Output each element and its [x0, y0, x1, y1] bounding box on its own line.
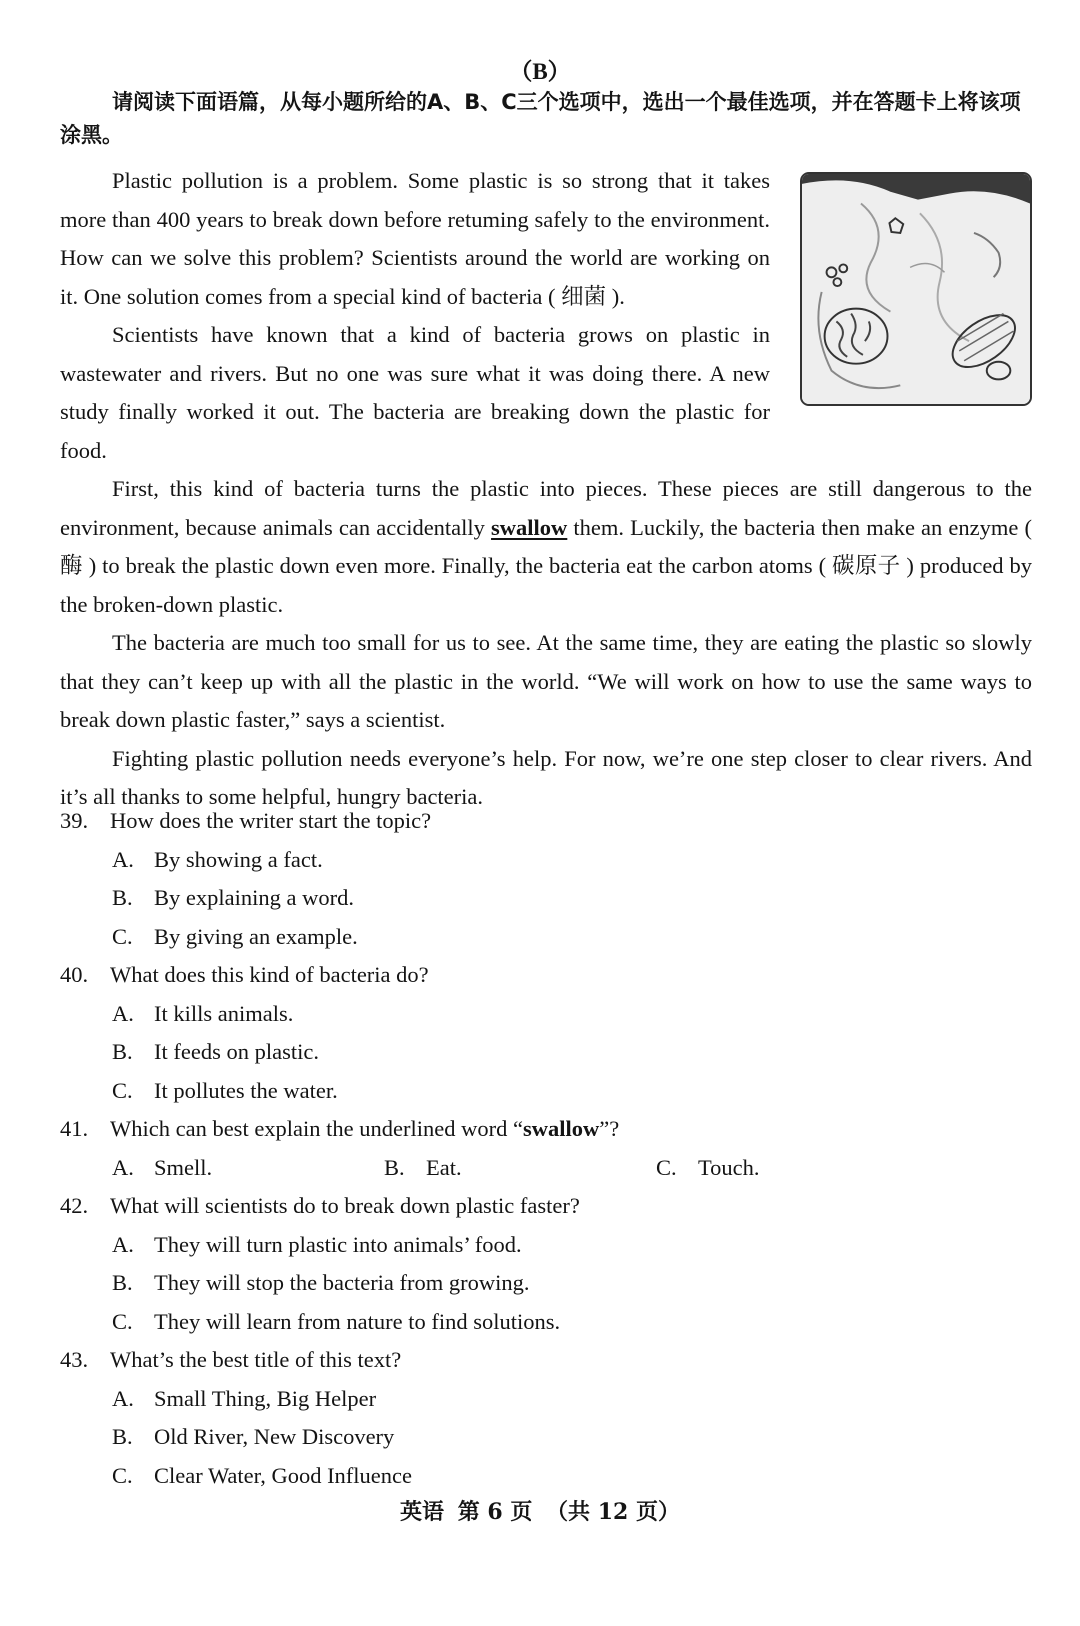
section-label: （B）	[509, 59, 571, 84]
question-text: How does the writer start the topic?	[110, 808, 432, 833]
question-text: What will scientists do to break down plastic faster?	[110, 1193, 580, 1218]
option-c: C. By giving an example.	[112, 923, 358, 949]
option-b: B. By explaining a word.	[112, 885, 354, 910]
question-43	[60, 1341, 1020, 1495]
footer-page: 第 6 页	[457, 1499, 533, 1525]
paragraph-3	[60, 470, 1032, 624]
footer-total: （共 12 页）	[546, 1499, 680, 1525]
option-b: B. They will stop the bacteria from growing.	[112, 1270, 530, 1295]
question-text: What does this kind of bacteria do?	[110, 962, 429, 987]
question-number: 40.	[60, 962, 89, 987]
option-c: C. Touch.	[656, 1154, 760, 1180]
instructions: 请阅读下面语篇，从每小题所给的A、B、C三个选项中，选出一个最佳选项，并在答题卡上将该项涂黑。	[60, 90, 1021, 147]
paragraph-5: Fighting plastic pollution needs everyone’s help. For now, we’re one step closer to clear rivers. And it’s all thanks to some helpful, hungry bacteria.	[60, 745, 1032, 809]
option-b: B. It feeds on plastic.	[112, 1039, 319, 1064]
question-text: Which can best explain the underlined word “swallow”?	[110, 1116, 620, 1141]
paragraph-3-start: First, this kind of bacteria turns the plastic into pieces. These pieces are still dangerous to the environment, because animals can accidentally	[60, 476, 1032, 540]
option-c: C. It pollutes the water.	[112, 1077, 338, 1103]
option-a: A. By showing a fact.	[112, 846, 323, 872]
question-40	[60, 956, 1020, 1110]
question-number: 42.	[60, 1193, 89, 1218]
quoted-word: swallow	[522, 1116, 600, 1141]
option-a: A. They will turn plastic into animals’ food.	[112, 1231, 522, 1257]
question-39	[60, 802, 1020, 956]
question-number: 43.	[60, 1347, 89, 1372]
question-41	[60, 1110, 1020, 1187]
option-b: B. Old River, New Discovery	[112, 1424, 395, 1449]
question-42	[60, 1187, 1020, 1341]
option-c: C. Clear Water, Good Influence	[112, 1462, 413, 1488]
option-b: B. Eat.	[384, 1154, 462, 1180]
paragraph-3-end: them. Luckily, the bacteria then make an enzyme ( 酶 ) to break the plastic down even more. Finally, the bacteria eat the carbon atoms ( 碳原子 ) produced by the broken-down plastic.	[60, 514, 1032, 617]
footer-subject: 英语	[400, 1499, 445, 1525]
paragraph-4: The bacteria are much too small for us to see. At the same time, they are eating the plastic so slowly that they can’t keep up with all the plastic in the world. “We will work on how to use the same ways to break down plastic faster,” says a scientist.	[60, 630, 1032, 732]
page-footer	[0, 1496, 1080, 1528]
underlined-word: swallow	[491, 514, 568, 540]
option-a: A. Smell.	[112, 1154, 213, 1180]
question-text: What’s the best title of this text?	[110, 1347, 402, 1372]
paragraph-2: Scientists have known that a kind of bacteria grows on plastic in wastewater and rivers. But no one was sure what it was doing there. A new study finally worked it out. The bacteria are breaking down the plastic for food.	[60, 322, 770, 463]
reading-passage	[60, 162, 1032, 817]
option-a: A. Small Thing, Big Helper	[112, 1385, 377, 1411]
paragraph-1: Plastic pollution is a problem. Some plastic is so strong that it takes more than 400 years to break down before retuming safely to the environment. How can we solve this problem? Scientists around the world are working on it. One solution comes from a special kind of bacteria ( 细菌 ).	[60, 168, 770, 309]
question-number: 41.	[60, 1116, 89, 1141]
question-number: 39.	[60, 808, 89, 833]
bacteria-illustration-icon	[800, 172, 1032, 406]
question-list	[60, 802, 1020, 1495]
option-row	[112, 1149, 1020, 1188]
option-a: A. It kills animals.	[112, 1000, 294, 1026]
option-c: C. They will learn from nature to find solutions.	[112, 1308, 561, 1334]
